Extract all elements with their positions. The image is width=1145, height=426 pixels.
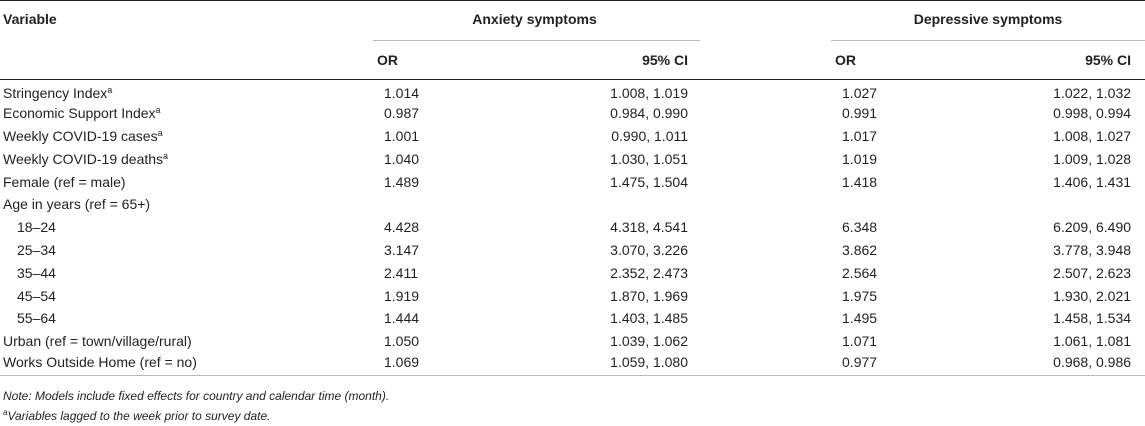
variable-cell-text: 18–24	[17, 219, 56, 236]
depressive-or-cell-text: 1.017	[842, 127, 878, 144]
depressive-ci-cell	[927, 216, 1145, 239]
variable-cell-text: Weekly COVID-19 cases	[3, 127, 158, 144]
table-row	[0, 284, 1145, 307]
anxiety-ci-cell-text: 1.030, 1.051	[610, 150, 689, 167]
depressive-or-cell-text: 6.348	[842, 219, 878, 236]
depressive-ci-header: 95% CI	[927, 41, 1145, 79]
anxiety-ci-cell-text: 1.059, 1.080	[610, 353, 689, 370]
depressive-ci-cell-text: 2.507, 2.623	[1053, 264, 1132, 281]
variable-cell-text: 25–34	[17, 241, 56, 258]
variable-cell-text: 45–54	[17, 287, 56, 304]
depressive-ci-cell	[927, 261, 1145, 284]
table-row	[0, 239, 1145, 262]
depressive-ci-cell	[927, 353, 1145, 376]
depressive-or-cell-text: 2.564	[842, 264, 878, 281]
anxiety-ci-cell-text: 1.475, 1.504	[610, 173, 689, 190]
depressive-group-title: Depressive symptoms	[913, 11, 1063, 27]
anxiety-ci-cell	[481, 79, 700, 102]
depressive-or-cell	[831, 284, 927, 307]
anxiety-or-cell	[373, 353, 481, 376]
anxiety-or-cell	[373, 125, 481, 148]
table-row	[0, 216, 1145, 239]
depressive-or-cell	[831, 353, 927, 376]
anxiety-ci-cell	[481, 330, 700, 353]
table-row	[0, 193, 1145, 216]
spacer-cell	[700, 79, 831, 102]
variable-cell	[0, 261, 373, 284]
depressive-ci-cell-text: 1.009, 1.028	[1053, 150, 1132, 167]
depressive-or-cell-text: 1.975	[842, 287, 878, 304]
depressive-or-cell	[831, 193, 927, 216]
anxiety-ci-cell	[481, 147, 700, 170]
spacer-cell	[700, 353, 831, 376]
anxiety-ci-cell	[481, 193, 700, 216]
variable-cell-text: 35–44	[17, 264, 56, 281]
footnote-marker: a	[157, 127, 163, 138]
spacer-cell	[700, 170, 831, 193]
depressive-or-cell	[831, 102, 927, 125]
depressive-ci-cell-text: 1.406, 1.431	[1053, 173, 1132, 190]
depressive-or-cell-text: 1.019	[842, 150, 878, 167]
spacer-cell	[700, 102, 831, 125]
variable-cell-text: Stringency Index	[3, 84, 108, 101]
table-row	[0, 170, 1145, 193]
anxiety-or-cell	[373, 193, 481, 216]
anxiety-or-cell	[373, 284, 481, 307]
table-row	[0, 261, 1145, 284]
variable-cell	[0, 125, 373, 148]
depressive-ci-cell	[927, 170, 1145, 193]
variable-cell	[0, 79, 373, 102]
table-row	[0, 353, 1145, 376]
depressive-ci-cell	[927, 125, 1145, 148]
anxiety-ci-cell-text: 3.070, 3.226	[610, 241, 689, 258]
depressive-or-cell	[831, 125, 927, 148]
depressive-ci-cell	[927, 284, 1145, 307]
anxiety-ci-cell-text: 2.352, 2.473	[610, 264, 689, 281]
spacer-cell	[700, 284, 831, 307]
anxiety-ci-header: 95% CI	[481, 41, 700, 79]
variable-cell	[0, 239, 373, 262]
variable-cell	[0, 102, 373, 125]
depressive-or-cell	[831, 147, 927, 170]
anxiety-ci-cell	[481, 261, 700, 284]
anxiety-or-cell	[373, 102, 481, 125]
anxiety-ci-cell	[481, 170, 700, 193]
table-row	[0, 125, 1145, 148]
anxiety-or-cell-text: 1.069	[384, 353, 420, 370]
anxiety-ci-cell	[481, 125, 700, 148]
spacer-cell	[700, 193, 831, 216]
footnote-text: Variables lagged to the week prior to survey date.	[7, 408, 271, 423]
depressive-ci-cell	[927, 307, 1145, 330]
anxiety-ci-cell-text: 0.990, 1.011	[611, 127, 689, 144]
spacer-cell	[700, 125, 831, 148]
depressive-ci-cell-text: 1.008, 1.027	[1053, 127, 1132, 144]
variable-cell-text: 55–64	[17, 310, 56, 327]
anxiety-ci-cell	[481, 307, 700, 330]
depressive-ci-cell-text: 1.061, 1.081	[1053, 333, 1132, 350]
variable-cell	[0, 307, 373, 330]
depressive-or-cell	[831, 239, 927, 262]
spacer-cell	[700, 261, 831, 284]
variable-cell-text: Weekly COVID-19 deaths	[3, 150, 164, 167]
depressive-or-cell-text: 1.027	[842, 84, 878, 101]
table-body	[0, 79, 1145, 375]
spacer-cell	[700, 41, 831, 79]
anxiety-ci-cell	[481, 284, 700, 307]
depressive-ci-cell-text: 3.778, 3.948	[1053, 241, 1132, 258]
anxiety-or-cell	[373, 307, 481, 330]
depressive-ci-cell	[927, 102, 1145, 125]
depressive-or-cell	[831, 261, 927, 284]
table-row	[0, 307, 1145, 330]
anxiety-or-cell-text: 1.040	[384, 150, 420, 167]
variable-column-header: Variable	[0, 1, 373, 42]
variable-cell-text: Age in years (ref = 65+)	[3, 196, 151, 213]
depressive-or-cell-text: 3.862	[842, 241, 878, 258]
footnote-marker: a	[163, 150, 169, 161]
spacer-cell	[700, 147, 831, 170]
depressive-or-cell	[831, 307, 927, 330]
spacer-cell	[700, 330, 831, 353]
footnote-marker: a	[107, 84, 113, 95]
anxiety-ci-cell-text: 1.403, 1.485	[610, 310, 689, 327]
anxiety-or-cell	[373, 330, 481, 353]
variable-cell-text: Urban (ref = town/village/rural)	[3, 333, 192, 350]
variable-cell	[0, 193, 373, 216]
anxiety-ci-cell	[481, 102, 700, 125]
footnote	[3, 406, 1145, 426]
spacer-cell	[700, 216, 831, 239]
variable-cell	[0, 147, 373, 170]
spacer-cell	[700, 1, 831, 42]
spacer-cell	[700, 307, 831, 330]
depressive-or-cell	[831, 170, 927, 193]
anxiety-ci-cell	[481, 216, 700, 239]
depressive-ci-cell	[927, 193, 1145, 216]
anxiety-or-cell-text: 1.444	[384, 310, 420, 327]
anxiety-or-cell	[373, 216, 481, 239]
variable-cell-text: Works Outside Home (ref = no)	[3, 353, 197, 370]
anxiety-or-cell-text: 4.428	[384, 219, 420, 236]
depressive-or-cell-text: 1.418	[842, 173, 878, 190]
anxiety-or-cell-text: 1.050	[384, 333, 420, 350]
depressive-or-cell	[831, 330, 927, 353]
depressive-ci-cell	[927, 79, 1145, 102]
depressive-ci-cell	[927, 330, 1145, 353]
depressive-or-cell-text: 0.977	[842, 353, 878, 370]
depressive-or-header: OR	[831, 41, 927, 79]
depressive-ci-cell	[927, 239, 1145, 262]
variable-cell	[0, 216, 373, 239]
anxiety-ci-cell-text: 1.039, 1.062	[610, 333, 689, 350]
depressive-group-header	[831, 1, 1145, 42]
anxiety-ci-cell-text: 1.870, 1.969	[610, 287, 689, 304]
variable-cell-text: Female (ref = male)	[3, 173, 126, 190]
anxiety-ci-cell-text: 1.008, 1.019	[610, 84, 689, 101]
anxiety-group-title: Anxiety symptoms	[472, 11, 597, 27]
anxiety-or-cell	[373, 239, 481, 262]
anxiety-or-cell-text: 1.014	[384, 84, 420, 101]
table-notes	[0, 386, 1145, 426]
anxiety-or-cell-text: 1.489	[384, 173, 420, 190]
anxiety-or-cell-text: 3.147	[384, 241, 420, 258]
variable-cell	[0, 170, 373, 193]
depressive-or-cell	[831, 79, 927, 102]
footnote-marker: a	[3, 407, 8, 417]
variable-cell-text: Economic Support Index	[3, 105, 156, 122]
anxiety-or-cell	[373, 261, 481, 284]
anxiety-or-cell-text: 0.987	[384, 105, 420, 122]
spacer-cell	[700, 239, 831, 262]
empty-header-cell	[0, 41, 373, 79]
table-header	[0, 1, 1145, 80]
anxiety-group-header	[373, 1, 700, 42]
variable-cell	[0, 353, 373, 376]
table-row	[0, 102, 1145, 125]
anxiety-or-header: OR	[373, 41, 481, 79]
depressive-ci-cell-text: 6.209, 6.490	[1053, 219, 1132, 236]
anxiety-or-cell-text: 1.919	[384, 287, 420, 304]
footnote-marker: a	[155, 105, 161, 116]
depressive-or-cell-text: 1.495	[842, 310, 878, 327]
table-row	[0, 330, 1145, 353]
depressive-ci-cell-text: 0.998, 0.994	[1053, 105, 1132, 122]
depressive-ci-cell	[927, 147, 1145, 170]
anxiety-ci-cell	[481, 239, 700, 262]
anxiety-ci-cell-text: 4.318, 4.541	[610, 219, 689, 236]
depressive-or-cell	[831, 216, 927, 239]
variable-cell	[0, 284, 373, 307]
anxiety-or-cell	[373, 147, 481, 170]
anxiety-or-cell	[373, 170, 481, 193]
variable-cell	[0, 330, 373, 353]
table-row	[0, 147, 1145, 170]
model-note: Note: Models include fixed effects for country and calendar time (month).	[3, 388, 390, 403]
depressive-or-cell-text: 0.991	[842, 105, 878, 122]
anxiety-or-cell-text: 2.411	[384, 264, 418, 281]
depressive-or-cell-text: 1.071	[842, 333, 878, 350]
table-row	[0, 79, 1145, 102]
anxiety-or-cell	[373, 79, 481, 102]
anxiety-ci-cell	[481, 353, 700, 376]
anxiety-ci-cell-text: 0.984, 0.990	[610, 105, 689, 122]
depressive-ci-cell-text: 1.022, 1.032	[1053, 84, 1132, 101]
anxiety-or-cell-text: 1.001	[384, 127, 420, 144]
depressive-ci-cell-text: 0.968, 0.986	[1053, 353, 1132, 370]
depressive-ci-cell-text: 1.458, 1.534	[1053, 310, 1132, 327]
depressive-ci-cell-text: 1.930, 2.021	[1053, 287, 1132, 304]
